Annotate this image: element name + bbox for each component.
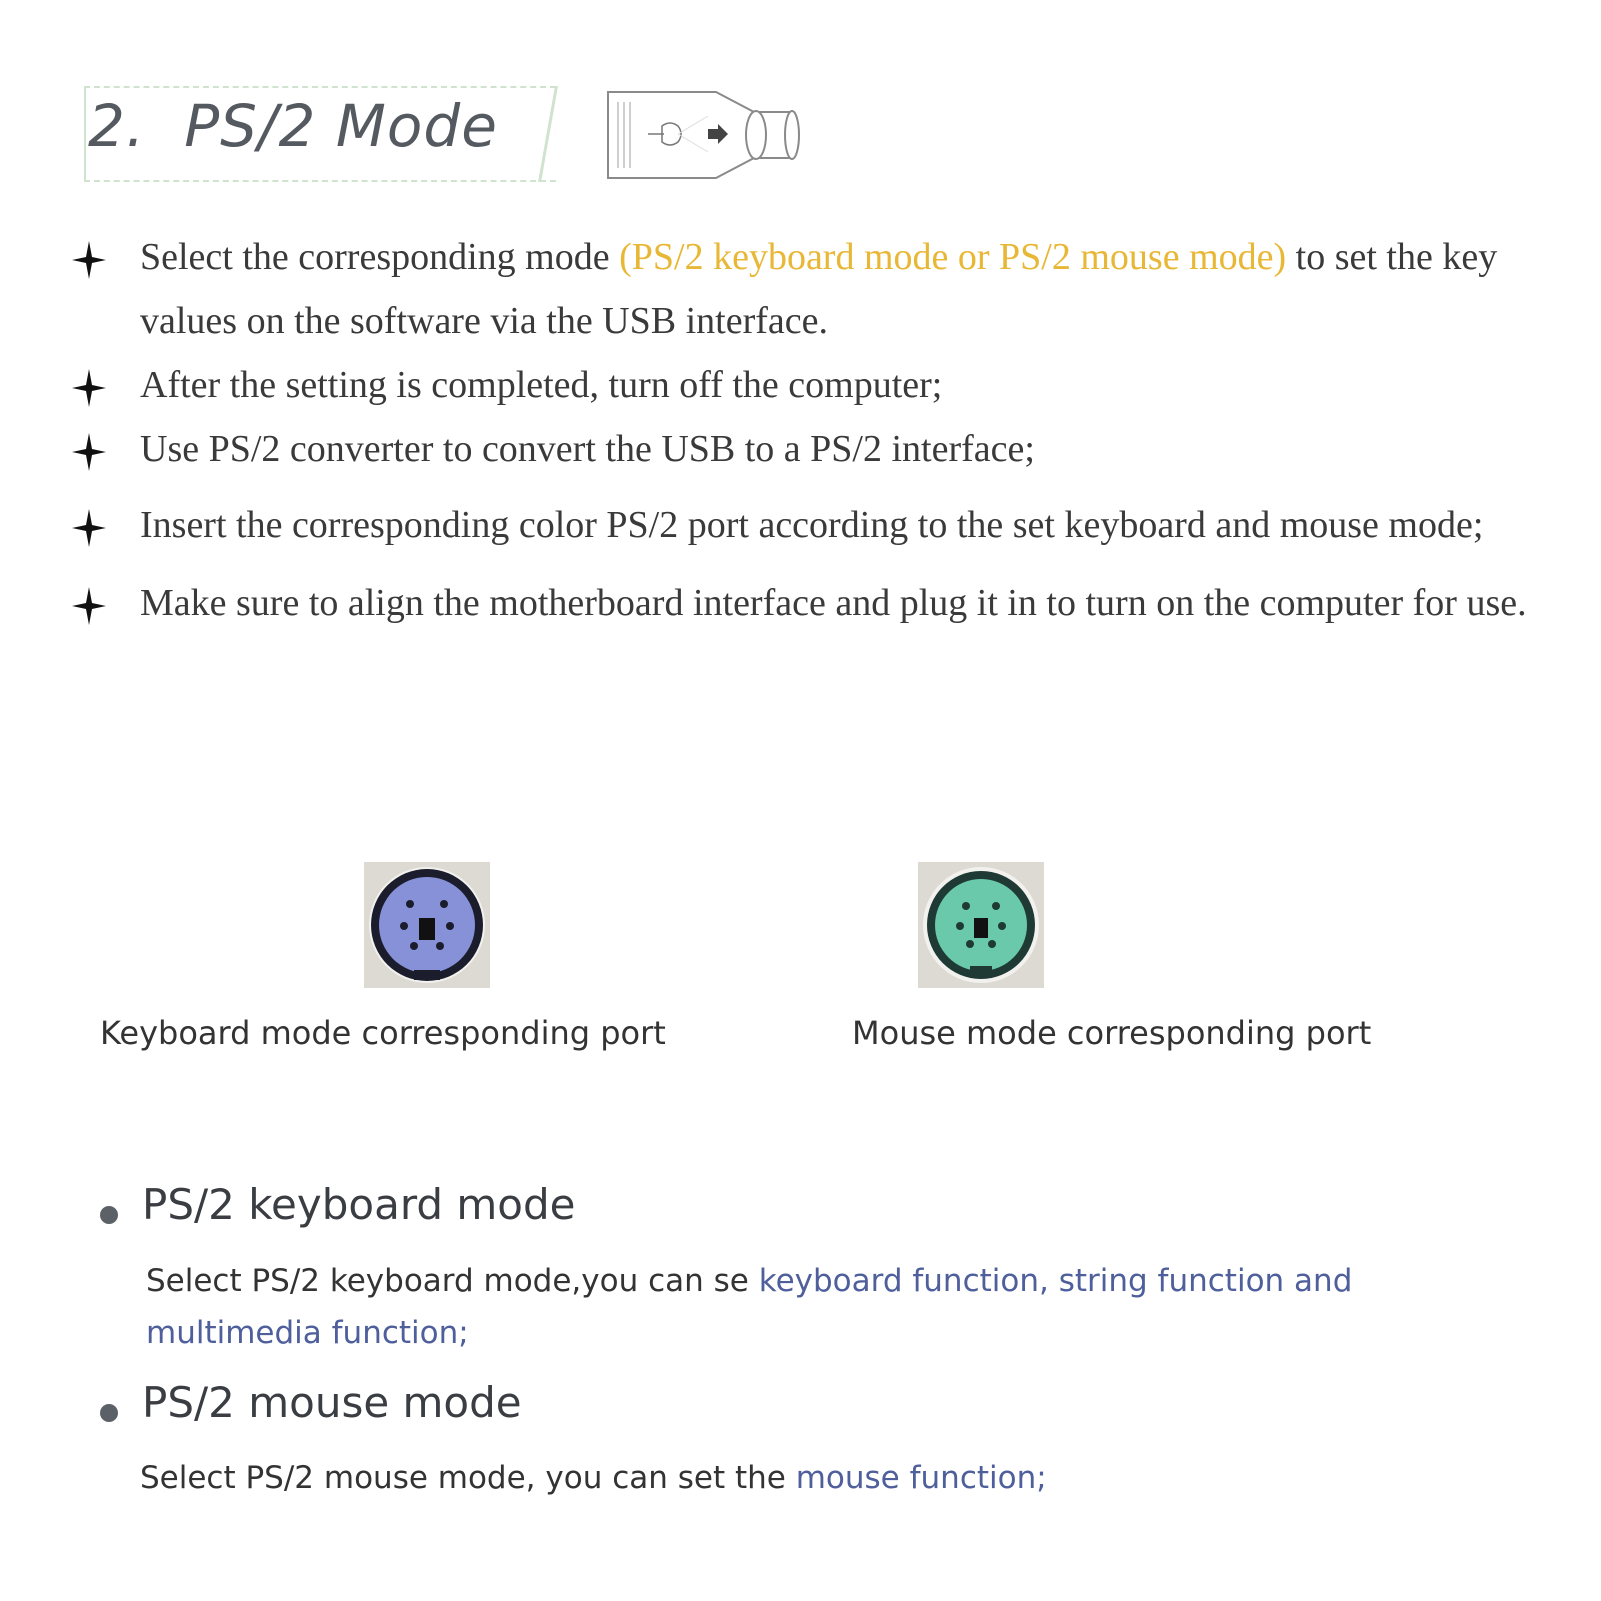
- list-item: [70, 493, 1530, 557]
- bullet-text: to set the key values on the software via the USB interface.: [140, 236, 1498, 342]
- usb-to-ps2-converter-icon: [604, 86, 814, 184]
- bullet-text: Use PS/2 converter to convert the USB to a PS/2 interface;: [140, 428, 1035, 470]
- ps2-keyboard-port-icon: [364, 862, 490, 988]
- list-item: [70, 571, 1530, 635]
- four-point-star-icon: [72, 587, 106, 625]
- bullet-text: After the setting is completed, turn off the computer;: [140, 364, 943, 406]
- four-point-star-icon: [72, 509, 106, 547]
- mouse-mode-desc: [140, 1452, 1440, 1504]
- mouse-port-label: Mouse mode corresponding port: [852, 1014, 1372, 1052]
- bullet-text: Insert the corresponding color PS/2 port according to the set keyboard and mouse mode;: [140, 504, 1484, 546]
- mouse-mode-title: PS/2 mouse mode: [142, 1378, 522, 1427]
- page-title: 2. PS/2 Mode: [88, 92, 498, 160]
- four-point-star-icon: [72, 433, 106, 471]
- list-item: [70, 225, 1530, 353]
- list-item: [70, 417, 1530, 481]
- ps2-mouse-port-icon: [918, 862, 1044, 988]
- four-point-star-icon: [72, 241, 106, 279]
- list-item: [70, 353, 1530, 417]
- four-point-star-icon: [72, 369, 106, 407]
- mode-desc-text: Select PS/2 keyboard mode,you can se: [146, 1263, 759, 1299]
- mode-desc-text: Select PS/2 mouse mode, you can set the: [140, 1460, 796, 1496]
- bullet-text: Make sure to align the motherboard interface and plug it in to turn on the computer for use.: [140, 582, 1527, 624]
- keyboard-mode-title: PS/2 keyboard mode: [142, 1180, 576, 1229]
- keyboard-mode-desc: [146, 1255, 1446, 1359]
- mode-desc-highlight: keyboard function, string function and multimedia function;: [146, 1263, 1353, 1351]
- bullet-highlight: (PS/2 keyboard mode or PS/2 mouse mode): [619, 236, 1287, 278]
- bullet-dot-icon: [100, 1206, 118, 1224]
- bullet-text: Select the corresponding mode: [140, 236, 620, 278]
- keyboard-port-label: Keyboard mode corresponding port: [100, 1014, 666, 1052]
- instruction-list: [70, 225, 1530, 635]
- mode-desc-highlight: mouse function;: [795, 1460, 1047, 1496]
- bullet-dot-icon: [100, 1404, 118, 1422]
